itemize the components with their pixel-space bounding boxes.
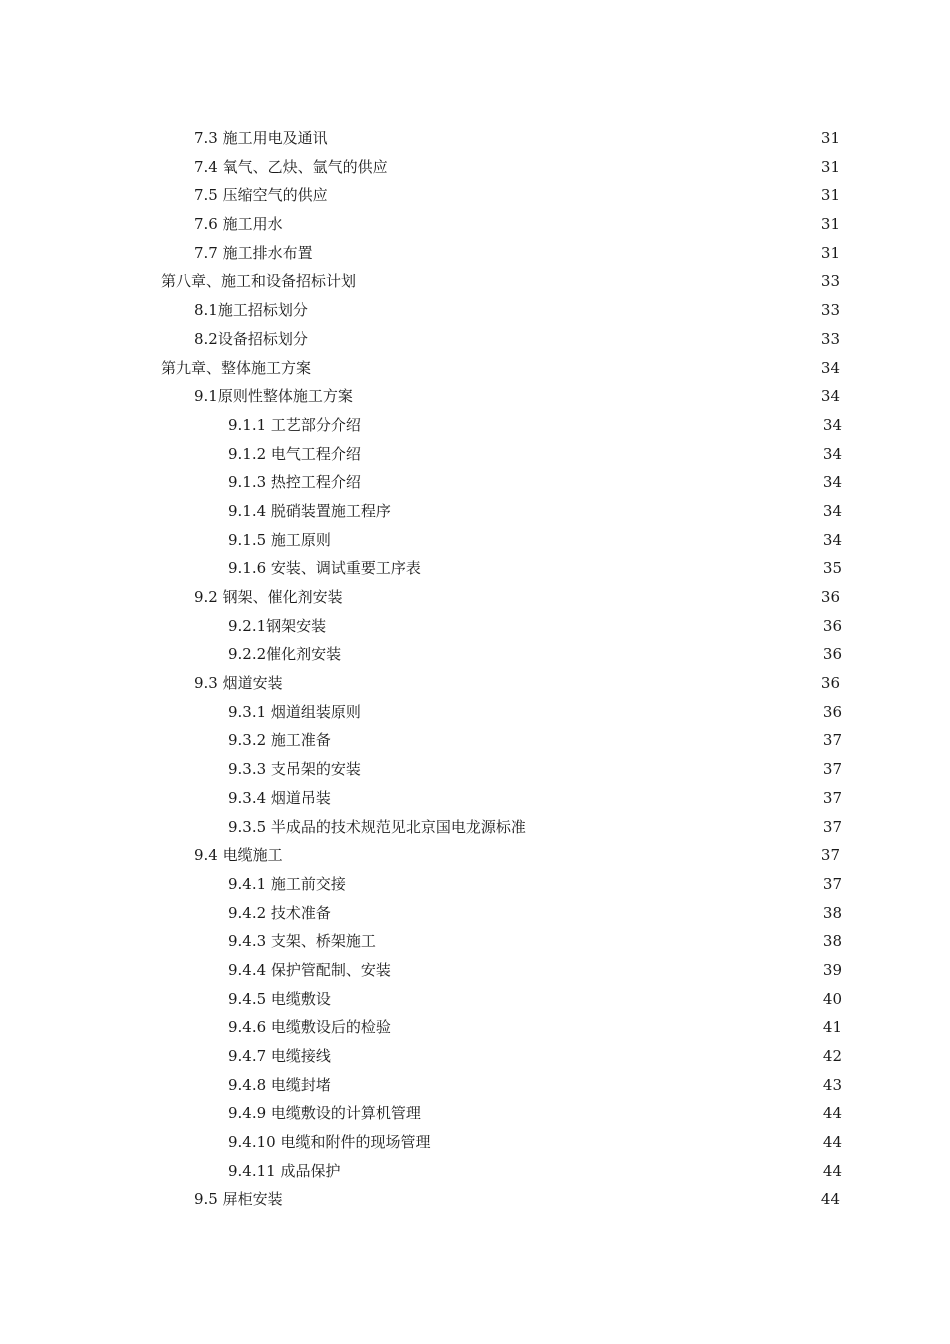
toc-entry-page-number: 36 bbox=[822, 616, 842, 635]
toc-entry-page-number: 37 bbox=[820, 846, 840, 865]
toc-entry-title: 7.5 压缩空气的供应 bbox=[194, 186, 328, 205]
toc-entry-title: 8.2设备招标划分 bbox=[194, 329, 308, 348]
toc-entry[interactable] bbox=[0, 526, 950, 555]
toc-entry-title: 9.4.6 电缆敷设后的检验 bbox=[228, 1018, 391, 1037]
toc-entry-page-number: 44 bbox=[822, 1161, 842, 1180]
toc-entry-page-number: 34 bbox=[822, 473, 842, 492]
toc-entry[interactable] bbox=[0, 956, 950, 985]
toc-entry-title: 7.7 施工排水布置 bbox=[194, 243, 313, 262]
toc-entry-title: 9.4.4 保护管配制、安装 bbox=[228, 960, 391, 979]
toc-entry[interactable] bbox=[0, 870, 950, 899]
toc-entry-page-number: 33 bbox=[820, 301, 840, 320]
toc-entry-page-number: 41 bbox=[822, 1018, 842, 1037]
toc-entry[interactable] bbox=[0, 1042, 950, 1071]
toc-entry-title: 9.4.8 电缆封堵 bbox=[228, 1075, 331, 1094]
toc-entry-title: 9.3.2 施工准备 bbox=[228, 731, 331, 750]
toc-entry-page-number: 31 bbox=[820, 215, 840, 234]
toc-entry-title: 9.4.1 施工前交接 bbox=[228, 874, 346, 893]
toc-entry[interactable] bbox=[0, 1013, 950, 1042]
toc-entry[interactable] bbox=[0, 927, 950, 956]
toc-entry[interactable] bbox=[0, 267, 950, 296]
toc-entry[interactable] bbox=[0, 468, 950, 497]
toc-entry-page-number: 39 bbox=[822, 960, 842, 979]
toc-entry-page-number: 42 bbox=[822, 1047, 842, 1065]
toc-entry-title: 9.3.3 支吊架的安装 bbox=[228, 760, 361, 779]
toc-entry[interactable] bbox=[0, 153, 950, 182]
toc-entry-title: 9.4 电缆施工 bbox=[194, 846, 283, 865]
toc-entry-page-number: 44 bbox=[822, 1133, 842, 1152]
toc-entry[interactable] bbox=[0, 669, 950, 698]
toc-entry-title: 第八章、施工和设备招标计划 bbox=[161, 272, 357, 291]
toc-entry-title: 7.6 施工用水 bbox=[194, 215, 283, 234]
toc-entry-page-number: 43 bbox=[822, 1075, 842, 1094]
toc-entry[interactable] bbox=[0, 698, 950, 727]
toc-entry-title: 9.2.1钢架安装 bbox=[228, 616, 327, 635]
toc-entry-title: 9.5 屏柜安装 bbox=[194, 1190, 283, 1209]
toc-entry[interactable] bbox=[0, 640, 950, 669]
toc-entry-page-number: 34 bbox=[822, 501, 842, 520]
toc-entry-title: 9.1.6 安装、调试重要工序表 bbox=[228, 559, 421, 578]
toc-entry-page-number: 44 bbox=[820, 1190, 840, 1209]
toc-entry-title: 9.1.1 工艺部分介绍 bbox=[228, 415, 361, 434]
toc-entry[interactable] bbox=[0, 296, 950, 325]
toc-entry[interactable] bbox=[0, 1157, 950, 1186]
toc-entry[interactable] bbox=[0, 497, 950, 526]
table-of-contents bbox=[0, 124, 950, 1214]
toc-entry-page-number: 40 bbox=[822, 989, 842, 1008]
toc-entry-title: 9.3 烟道安装 bbox=[194, 674, 283, 693]
toc-entry-page-number: 37 bbox=[822, 817, 842, 836]
toc-entry-page-number: 36 bbox=[820, 674, 840, 693]
toc-entry[interactable] bbox=[0, 726, 950, 755]
toc-entry-page-number: 33 bbox=[820, 329, 840, 348]
toc-entry-title: 9.4.2 技术准备 bbox=[228, 903, 331, 922]
toc-entry-page-number: 37 bbox=[822, 760, 842, 779]
toc-entry[interactable] bbox=[0, 841, 950, 870]
toc-entry[interactable] bbox=[0, 382, 950, 411]
toc-entry[interactable] bbox=[0, 813, 950, 842]
toc-entry-title: 9.3.4 烟道吊装 bbox=[228, 788, 331, 807]
toc-entry-page-number: 35 bbox=[822, 559, 842, 578]
toc-entry[interactable] bbox=[0, 325, 950, 354]
toc-entry-title: 9.2.2催化剂安装 bbox=[228, 645, 342, 664]
toc-entry[interactable] bbox=[0, 554, 950, 583]
toc-entry-page-number: 34 bbox=[820, 358, 840, 377]
toc-entry[interactable] bbox=[0, 181, 950, 210]
toc-entry[interactable] bbox=[0, 612, 950, 641]
toc-entry[interactable] bbox=[0, 1128, 950, 1157]
toc-entry-title: 8.1施工招标划分 bbox=[194, 301, 308, 320]
toc-entry-page-number: 38 bbox=[822, 932, 842, 951]
toc-entry[interactable] bbox=[0, 411, 950, 440]
toc-entry-page-number: 37 bbox=[822, 874, 842, 893]
toc-entry-title: 9.4.10 电缆和附件的现场管理 bbox=[228, 1133, 431, 1152]
toc-entry[interactable] bbox=[0, 124, 950, 153]
toc-entry-page-number: 38 bbox=[822, 903, 842, 922]
toc-entry[interactable] bbox=[0, 354, 950, 383]
toc-entry-page-number: 37 bbox=[822, 788, 842, 807]
toc-entry-page-number: 34 bbox=[822, 444, 842, 463]
toc-entry-title: 9.1.5 施工原则 bbox=[228, 530, 331, 549]
toc-entry[interactable] bbox=[0, 583, 950, 612]
toc-entry-title: 9.4.9 电缆敷设的计算机管理 bbox=[228, 1104, 421, 1123]
toc-entry[interactable] bbox=[0, 1099, 950, 1128]
toc-entry-page-number: 31 bbox=[820, 129, 840, 147]
toc-entry-page-number: 37 bbox=[822, 731, 842, 750]
toc-entry[interactable] bbox=[0, 755, 950, 784]
toc-entry-title: 9.4.7 电缆接线 bbox=[228, 1047, 331, 1065]
toc-entry-page-number: 34 bbox=[822, 530, 842, 549]
toc-entry-page-number: 34 bbox=[822, 415, 842, 434]
toc-entry-title: 9.1.4 脱硝装置施工程序 bbox=[228, 501, 391, 520]
toc-entry[interactable] bbox=[0, 1185, 950, 1214]
toc-entry[interactable] bbox=[0, 985, 950, 1014]
toc-entry[interactable] bbox=[0, 239, 950, 268]
toc-entry-page-number: 33 bbox=[820, 272, 840, 291]
toc-entry-page-number: 36 bbox=[822, 645, 842, 664]
toc-entry-title: 7.3 施工用电及通讯 bbox=[194, 129, 328, 147]
toc-entry-page-number: 44 bbox=[822, 1104, 842, 1123]
toc-entry-title: 9.3.1 烟道组装原则 bbox=[228, 702, 361, 721]
toc-entry[interactable] bbox=[0, 899, 950, 928]
toc-entry[interactable] bbox=[0, 784, 950, 813]
toc-entry-title: 9.4.5 电缆敷设 bbox=[228, 989, 331, 1008]
toc-entry[interactable] bbox=[0, 440, 950, 469]
toc-entry-page-number: 31 bbox=[820, 186, 840, 205]
toc-entry-page-number: 31 bbox=[820, 157, 840, 176]
toc-entry-title: 9.4.11 成品保护 bbox=[228, 1161, 341, 1180]
toc-entry-title: 第九章、整体施工方案 bbox=[161, 358, 312, 377]
toc-entry-title: 9.1.3 热控工程介绍 bbox=[228, 473, 361, 492]
toc-entry[interactable] bbox=[0, 1071, 950, 1100]
toc-entry-title: 9.1.2 电气工程介绍 bbox=[228, 444, 361, 463]
toc-entry-title: 7.4 氧气、乙炔、氩气的供应 bbox=[194, 157, 388, 176]
toc-entry-title: 9.3.5 半成品的技术规范见北京国电龙源标准 bbox=[228, 817, 526, 836]
toc-entry-page-number: 36 bbox=[822, 702, 842, 721]
toc-entry-title: 9.4.3 支架、桥架施工 bbox=[228, 932, 376, 951]
toc-entry-title: 9.1原则性整体施工方案 bbox=[194, 387, 353, 406]
toc-entry-page-number: 31 bbox=[820, 243, 840, 262]
toc-entry-page-number: 34 bbox=[820, 387, 840, 406]
toc-entry[interactable] bbox=[0, 210, 950, 239]
toc-entry-page-number: 36 bbox=[820, 588, 840, 606]
toc-entry-title: 9.2 钢架、催化剂安装 bbox=[194, 588, 343, 606]
